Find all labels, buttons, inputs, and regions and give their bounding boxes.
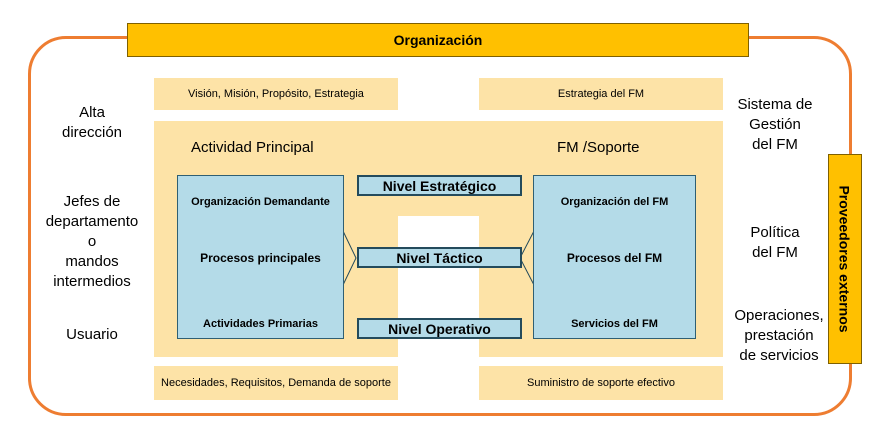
jefes-line-5: intermedios <box>53 273 131 290</box>
procesos-principales-label: Procesos principales <box>200 251 321 265</box>
nivel-tactico-label: Nivel Táctico <box>396 249 483 266</box>
actividad-principal-box <box>177 175 344 339</box>
operaciones-line-2: prestación <box>744 327 814 344</box>
sistema-line-1: Sistema de <box>737 96 813 113</box>
fm-soporte-box <box>533 175 696 339</box>
suministro-box <box>479 366 723 400</box>
actividad-principal-title: Actividad Principal <box>191 139 314 156</box>
suministro-label: Suministro de soporte efectivo <box>527 377 675 389</box>
nivel-estrategico-label: Nivel Estratégico <box>382 177 497 194</box>
nivel-operativo-bar <box>357 318 522 339</box>
alta-line-1: Alta <box>79 104 105 121</box>
necesidades-label: Necesidades, Requisitos, Demanda de soporte <box>161 377 391 389</box>
organizacion-label: Organización <box>393 32 483 48</box>
jefes-line-2: departamento <box>45 213 139 230</box>
jefes-line-1: Jefes de <box>63 193 121 210</box>
jefes-line-3: o <box>87 233 97 250</box>
jefes-label <box>40 192 144 292</box>
servicios-fm-label: Servicios del FM <box>571 318 658 330</box>
alta-line-2: dirección <box>61 124 123 141</box>
jefes-line-4: mandos <box>65 253 119 270</box>
procesos-fm-label: Procesos del FM <box>566 251 663 265</box>
organizacion-fm-label: Organización del FM <box>560 196 669 208</box>
alta-direccion-label <box>42 103 142 143</box>
operaciones-label <box>727 306 831 366</box>
estrategia-fm-label: Estrategia del FM <box>557 88 645 100</box>
fm-soporte-title: FM /Soporte <box>557 139 640 156</box>
politica-line-2: del FM <box>752 244 798 261</box>
operaciones-line-3: de servicios <box>739 347 819 364</box>
vision-label: Visión, Misión, Propósito, Estrategia <box>188 88 364 100</box>
nivel-operativo-label: Nivel Operativo <box>388 320 491 337</box>
necesidades-box <box>154 366 398 400</box>
nivel-tactico-bar <box>357 247 522 268</box>
organizacion-demandante-label: Organización Demandante <box>191 196 330 208</box>
politica-fm-label <box>727 223 823 263</box>
right-arrow-connector <box>520 231 534 285</box>
sistema-line-2: Gestión <box>749 116 801 133</box>
nivel-estrategico-bar <box>357 175 522 196</box>
sistema-line-3: del FM <box>752 136 798 153</box>
politica-line-1: Política <box>750 224 800 241</box>
actividades-primarias-label: Actividades Primarias <box>203 318 318 330</box>
sistema-gestion-label <box>727 95 823 155</box>
proveedores-externos-label: Proveedores externos <box>837 185 854 333</box>
usuario-label: Usuario <box>66 326 118 343</box>
left-arrow-connector <box>343 231 356 285</box>
operaciones-line-1: Operaciones, <box>734 307 824 324</box>
